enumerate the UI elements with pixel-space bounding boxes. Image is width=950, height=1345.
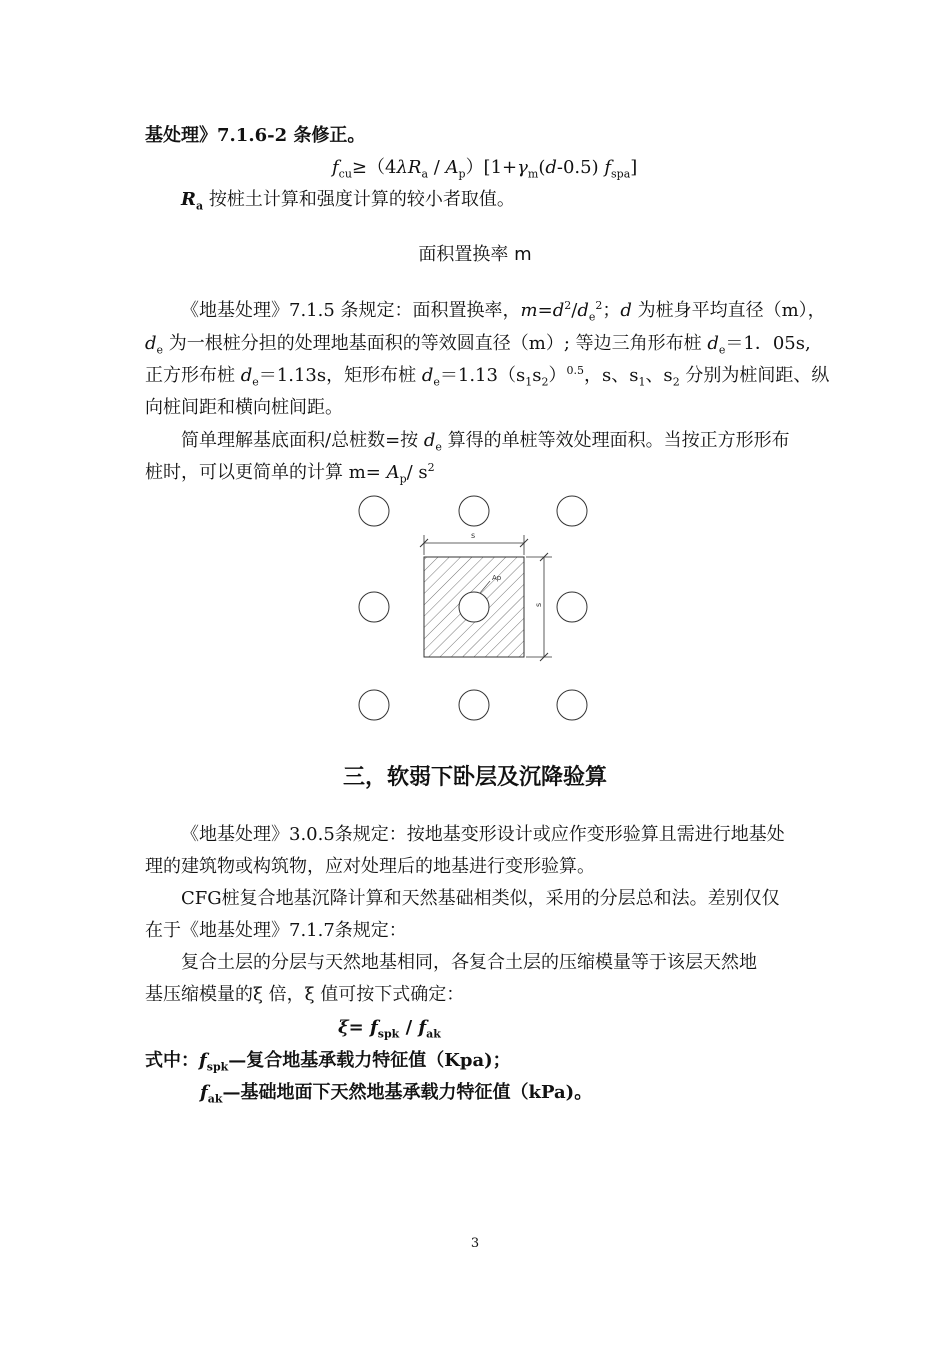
section3-p3-line2: 基压缩模量的ξ 倍，ξ 值可按下式确定：	[145, 984, 465, 1005]
where-line1: 式中：$f_{spk}—$复合地基承载力特征值（Kpa)；	[145, 1050, 511, 1074]
area-p1-line4: 向桩间距和横向桩间距。	[145, 397, 343, 418]
pile-circle	[459, 690, 489, 720]
fcu-formula: $f_{cu}\ge(4\lambda R_a / A_p)[1+\gamma_m(d-0.5)$ $f_{spa}$]	[332, 157, 638, 181]
pile-circle	[557, 690, 587, 720]
section3-p1-line2: 理的建筑物或构筑物，应对处理后的地基进行变形验算。	[145, 856, 595, 877]
where-line2: $f_{ak}—$基础地面下天然地基承载力特征值（kPa)。	[200, 1082, 593, 1106]
pile-circle	[359, 592, 389, 622]
center-pile-circle	[459, 592, 489, 622]
section3-p2-line1: CFG桩复合地基沉降计算和天然基础相类似，采用的分层总和法。差别仅仅	[181, 888, 780, 909]
area-p2-line2: 桩时，可以更简单的计算 $m= A_p/$ $s^2$	[145, 461, 435, 486]
area-p2-line1: 简单理解基底面积/总桩数=按 $d_e$ 算得的单桩等效处理面积。当按正方形形布	[181, 430, 790, 454]
area-p1-line1: 《地基处理》7.1.5 条规定：面积置换率，$m=d^2/d_e^2$；d 为桩身平均直径（m），	[181, 299, 826, 324]
pile-layout-figure	[340, 485, 610, 730]
pile-circle	[557, 592, 587, 622]
xi-formula: $\xi= f_{spk} / f_{ak}$	[338, 1017, 441, 1041]
section3-p3-line1: 复合土层的分层与天然地基相同，各复合土层的压缩模量等于该层天然地	[181, 952, 757, 973]
ap-label: Ap	[492, 574, 502, 582]
pile-circle	[359, 690, 389, 720]
pile-circle	[359, 496, 389, 526]
dim-label-top: s	[471, 531, 476, 540]
section3-heading: 三，软弱下卧层及沉降验算	[342, 764, 607, 790]
section3-p2-line2: 在于《地基处理》7.1.7条规定：	[145, 920, 407, 941]
area-p1-line3: 正方形布桩 $d_e=1.13s$，矩形布桩 $d_e=1.13(s_1s_2)^{0.5}$，s、$s_1$、$s_2$ 分别为桩间距、纵	[145, 364, 830, 389]
ra-note: $R_a$ 按桩土计算和强度计算的较小者取值。	[181, 189, 515, 213]
dim-label-side: s	[534, 602, 543, 607]
continuation-line: 基处理》7.1.6-2 条修正。	[145, 125, 366, 146]
pile-circle	[459, 496, 489, 526]
area-p1-line2: $d_e$ 为一根桩分担的处理地基面积的等效圆直径（m）; 等边三角形布桩 $d_e=1$．05s,	[145, 333, 811, 357]
section3-p1-line1: 《地基处理》3.0.5条规定：按地基变形设计或应作变形验算且需进行地基处	[181, 824, 785, 845]
area-ratio-heading: 面积置换率 m	[418, 244, 532, 265]
pile-circle	[557, 496, 587, 526]
page-number: 3	[470, 1236, 480, 1251]
